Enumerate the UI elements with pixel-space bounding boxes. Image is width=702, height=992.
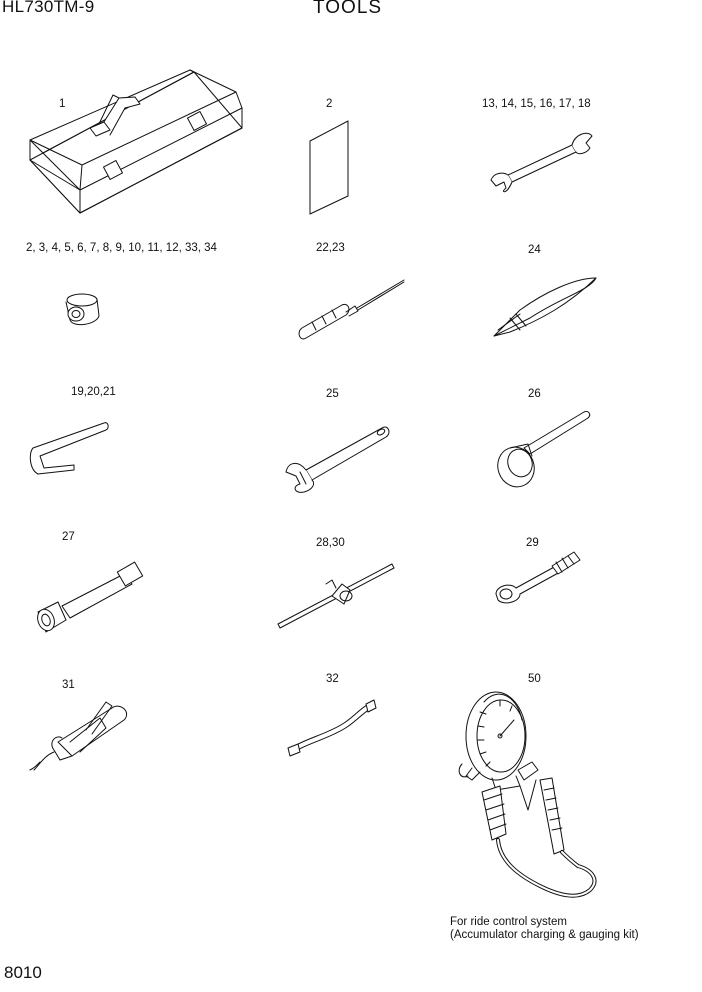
part-label-1: 1 — [59, 98, 66, 110]
grease-hose-icon — [288, 700, 376, 756]
t-handle-icon — [278, 564, 394, 628]
part-label-22-23: 22,23 — [316, 242, 345, 254]
grease-gun-icon — [30, 702, 127, 770]
part-label-31: 31 — [62, 679, 75, 691]
part-label-29: 29 — [526, 537, 539, 549]
part-label-26: 26 — [528, 388, 541, 400]
part-label-24: 24 — [528, 244, 541, 256]
ratchet-icon — [496, 552, 580, 603]
extension-bar-icon — [35, 562, 143, 633]
part-label-13-18: 13, 14, 15, 16, 17, 18 — [482, 98, 591, 110]
model-code: HL730TM-9 — [2, 0, 95, 16]
hex-key-icon — [30, 423, 108, 474]
part-label-2-34: 2, 3, 4, 5, 6, 7, 8, 9, 10, 11, 12, 33, 34 — [26, 242, 217, 254]
adjustable-wrench-icon — [286, 427, 389, 492]
toolbox-icon — [30, 70, 242, 213]
note-line-2: (Accumulator charging & gauging kit) — [450, 929, 639, 941]
manual-icon — [310, 121, 348, 214]
screwdriver-icon — [299, 280, 404, 339]
part-label-32: 32 — [326, 673, 339, 685]
part-label-27: 27 — [62, 531, 75, 543]
page-title: TOOLS — [313, 0, 383, 18]
pressure-gauge-kit-icon — [459, 692, 594, 896]
part-label-2: 2 — [326, 98, 333, 110]
ride-control-note — [450, 916, 639, 942]
pliers-icon — [494, 278, 596, 336]
part-label-50: 50 — [528, 673, 541, 685]
page-number: 8010 — [4, 963, 42, 982]
socket-icon — [66, 294, 99, 325]
note-line-1: For ride control system — [450, 916, 567, 928]
part-label-28-30: 28,30 — [316, 537, 345, 549]
part-label-19-21: 19,20,21 — [71, 386, 116, 398]
part-label-25: 25 — [326, 388, 339, 400]
open-end-wrench-icon — [491, 133, 592, 192]
filter-wrench-icon — [492, 411, 589, 491]
